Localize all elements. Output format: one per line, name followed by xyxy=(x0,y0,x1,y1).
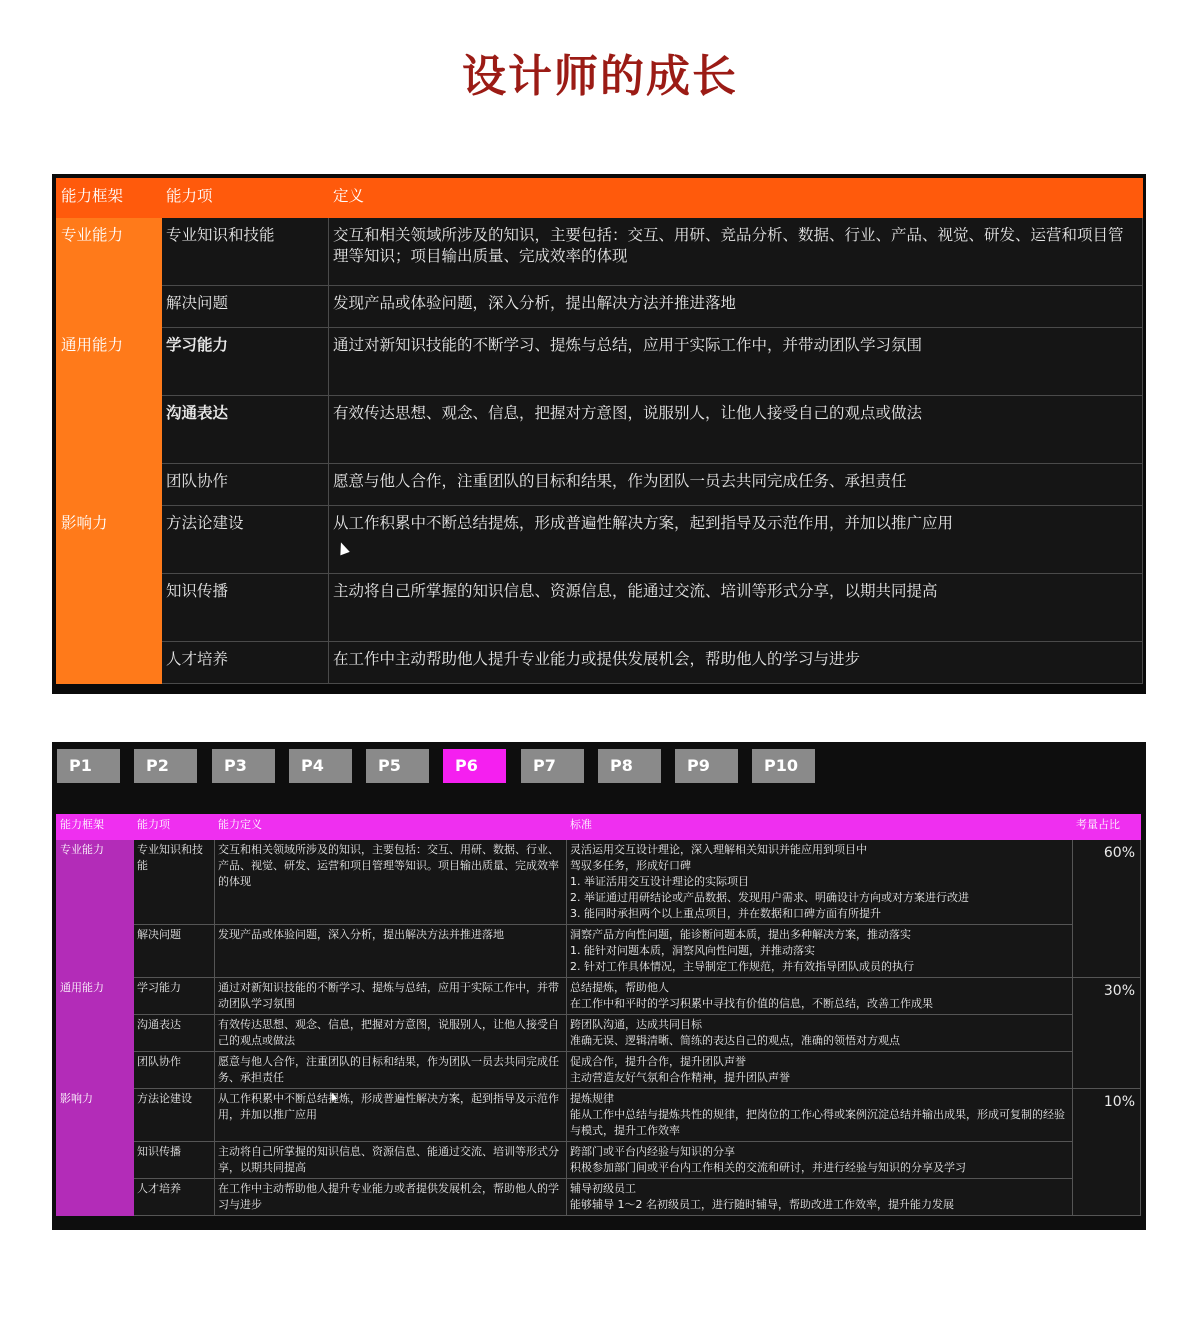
standard-line: 能从工作中总结与提炼共性的规律，把岗位的工作心得或案例沉淀总结并输出成果，形成可复制的经验与模式，提升工作效率 xyxy=(570,1108,1065,1137)
standard-line: 积极参加部门间或平台内工作相关的交流和研讨，并进行经验与知识的分享及学习 xyxy=(570,1161,966,1174)
ability-definition: 愿意与他人合作，注重团队的目标和结果，作为团队一员去共同完成任务、承担责任 xyxy=(329,464,1143,506)
ability-definition: 从工作积累中不断总结提炼，形成普遍性解决方案，起到指导及示范作用，并加以推广应用 xyxy=(215,1089,567,1142)
standard-line: 辅导初级员工 xyxy=(570,1182,636,1195)
table-row xyxy=(57,1089,1141,1142)
table-row xyxy=(57,1015,1141,1052)
standard-line: 提炼规律 xyxy=(570,1092,614,1105)
ability-name: 方法论建设 xyxy=(134,1089,215,1142)
header-standard: 标准 xyxy=(567,815,1073,840)
level-standard-table xyxy=(56,814,1141,1216)
ability-definition: 通过对新知识技能的不断学习、提炼与总结，应用于实际工作中，并带动团队学习氛围 xyxy=(329,328,1143,396)
standard-line: 2. 举证通过用研结论或产品数据、发现用户需求、明确设计方向或对方案进行改进 xyxy=(570,891,969,904)
tab-p1[interactable]: P1 xyxy=(57,749,120,783)
ability-table xyxy=(56,178,1143,684)
tab-p8[interactable]: P8 xyxy=(598,749,661,783)
table-row xyxy=(57,218,1143,286)
ability-name: 沟通表达 xyxy=(134,1015,215,1052)
standard-line: 能够辅导 1～2 名初级员工，进行随时辅导，帮助改进工作效率，提升能力发展 xyxy=(570,1198,954,1211)
table-row xyxy=(57,506,1143,574)
header-framework: 能力框架 xyxy=(57,815,134,840)
ability-definition: 在工作中主动帮助他人提升专业能力或提供发展机会，帮助他人的学习与进步 xyxy=(329,642,1143,684)
table-row xyxy=(57,642,1143,684)
ability-name: 学习能力 xyxy=(134,978,215,1015)
tab-p5[interactable]: P5 xyxy=(366,749,429,783)
ability-framework-table xyxy=(52,174,1146,694)
tab-p10[interactable]: P10 xyxy=(752,749,815,783)
weight-cell: 10% xyxy=(1073,1089,1141,1216)
standard-line: 3. 能同时承担两个以上重点项目，并在数据和口碑方面有所提升 xyxy=(570,907,881,920)
standard-line: 准确无误、逻辑清晰、简练的表达自己的观点，准确的领悟对方观点 xyxy=(570,1034,900,1047)
ability-name: 团队协作 xyxy=(162,464,329,506)
ability-name: 解决问题 xyxy=(162,286,329,328)
level-standard-panel xyxy=(52,742,1146,1230)
ability-standard xyxy=(567,925,1073,978)
ability-standard xyxy=(567,978,1073,1015)
table-row xyxy=(57,840,1141,925)
standard-line: 1. 能针对问题本质，洞察风向性问题，并推动落实 xyxy=(570,944,815,957)
framework-cell: 专业能力 xyxy=(57,218,162,328)
ability-definition: 有效传达思想、观念、信息，把握对方意图，说服别人，让他人接受自己的观点或做法 xyxy=(215,1015,567,1052)
table-row xyxy=(57,1142,1141,1179)
standard-line: 跨部门或平台内经验与知识的分享 xyxy=(570,1145,735,1158)
table-row xyxy=(57,328,1143,396)
table-row xyxy=(57,464,1143,506)
ability-definition: 主动将自己所掌握的知识信息、资源信息、能通过交流、培训等形式分享，以期共同提高 xyxy=(215,1142,567,1179)
header-framework: 能力框架 xyxy=(57,179,162,218)
ability-definition: 发现产品或体验问题，深入分析，提出解决方法并推进落地 xyxy=(329,286,1143,328)
ability-name: 解决问题 xyxy=(134,925,215,978)
ability-definition: 在工作中主动帮助他人提升专业能力或者提供发展机会，帮助他人的学习与进步 xyxy=(215,1179,567,1216)
table-header-row xyxy=(57,815,1141,840)
standard-line: 在工作中和平时的学习积累中寻找有价值的信息，不断总结，改善工作成果 xyxy=(570,997,933,1010)
tab-p2[interactable]: P2 xyxy=(134,749,197,783)
ability-definition: 发现产品或体验问题，深入分析，提出解决方法并推进落地 xyxy=(215,925,567,978)
standard-line: 1. 举证活用交互设计理论的实际项目 xyxy=(570,875,749,888)
standard-line: 洞察产品方向性问题，能诊断问题本质，提出多种解决方案，推动落实 xyxy=(570,928,911,941)
standard-line: 促成合作，提升合作，提升团队声誉 xyxy=(570,1055,746,1068)
ability-standard xyxy=(567,1052,1073,1089)
standard-line: 驾驭多任务，形成好口碑 xyxy=(570,859,691,872)
table-header-row xyxy=(57,179,1143,218)
weight-cell: 60% xyxy=(1073,840,1141,978)
framework-cell: 通用能力 xyxy=(57,978,134,1089)
ability-name: 方法论建设 xyxy=(162,506,329,574)
header-definition: 能力定义 xyxy=(215,815,567,840)
table-row xyxy=(57,396,1143,464)
ability-definition: 主动将自己所掌握的知识信息、资源信息，能通过交流、培训等形式分享，以期共同提高 xyxy=(329,574,1143,642)
ability-name: 知识传播 xyxy=(134,1142,215,1179)
tab-p9[interactable]: P9 xyxy=(675,749,738,783)
framework-cell: 通用能力 xyxy=(57,328,162,506)
table-row xyxy=(57,1179,1141,1216)
ability-name: 团队协作 xyxy=(134,1052,215,1089)
tab-p6[interactable]: P6 xyxy=(443,749,506,783)
ability-name: 知识传播 xyxy=(162,574,329,642)
table-row xyxy=(57,978,1141,1015)
weight-cell: 30% xyxy=(1073,978,1141,1089)
table-row xyxy=(57,925,1141,978)
ability-standard xyxy=(567,1179,1073,1216)
tab-p3[interactable]: P3 xyxy=(212,749,275,783)
standard-line: 总结提炼，帮助他人 xyxy=(570,981,669,994)
ability-definition: 交互和相关领域所涉及的知识，主要包括：交互、用研、竞品分析、数据、行业、产品、视觉、研发、运营和项目管理等知识；项目输出质量、完成效率的体现 xyxy=(329,218,1143,286)
ability-name: 人才培养 xyxy=(134,1179,215,1216)
standard-line: 2. 针对工作具体情况，主导制定工作规范，并有效指导团队成员的执行 xyxy=(570,960,914,973)
ability-definition: 有效传达思想、观念、信息，把握对方意图，说服别人，让他人接受自己的观点或做法 xyxy=(329,396,1143,464)
ability-name: 专业知识和技能 xyxy=(134,840,215,925)
table-row xyxy=(57,1052,1141,1089)
tab-p7[interactable]: P7 xyxy=(521,749,584,783)
header-weight: 考量占比 xyxy=(1073,815,1141,840)
ability-name: 学习能力 xyxy=(162,328,329,396)
ability-standard xyxy=(567,1089,1073,1142)
table-row xyxy=(57,286,1143,328)
framework-cell: 专业能力 xyxy=(57,840,134,978)
ability-definition: 交互和相关领域所涉及的知识，主要包括：交互、用研、数据、行业、产品、视觉、研发、运营和项目管理等知识。项目输出质量、完成效率的体现 xyxy=(215,840,567,925)
framework-cell: 影响力 xyxy=(57,506,162,684)
header-item: 能力项 xyxy=(134,815,215,840)
table-row xyxy=(57,574,1143,642)
framework-cell: 影响力 xyxy=(57,1089,134,1216)
ability-definition: 愿意与他人合作，注重团队的目标和结果，作为团队一员去共同完成任务、承担责任 xyxy=(215,1052,567,1089)
page-title: 设计师的成长 xyxy=(462,51,738,102)
ability-standard xyxy=(567,1142,1073,1179)
ability-definition: 通过对新知识技能的不断学习、提炼与总结，应用于实际工作中，并带动团队学习氛围 xyxy=(215,978,567,1015)
header-item: 能力项 xyxy=(162,179,329,218)
ability-standard xyxy=(567,1015,1073,1052)
ability-name: 沟通表达 xyxy=(162,396,329,464)
ability-name: 人才培养 xyxy=(162,642,329,684)
ability-definition: 从工作积累中不断总结提炼，形成普遍性解决方案，起到指导及示范作用，并加以推广应用 xyxy=(329,506,1143,574)
standard-line: 主动营造友好气氛和合作精神，提升团队声誉 xyxy=(570,1071,790,1084)
header-definition: 定义 xyxy=(329,179,1143,218)
ability-standard xyxy=(567,840,1073,925)
tab-p4[interactable]: P4 xyxy=(289,749,352,783)
ability-name: 专业知识和技能 xyxy=(162,218,329,286)
standard-line: 灵活运用交互设计理论，深入理解相关知识并能应用到项目中 xyxy=(570,843,867,856)
standard-line: 跨团队沟通，达成共同目标 xyxy=(570,1018,702,1031)
